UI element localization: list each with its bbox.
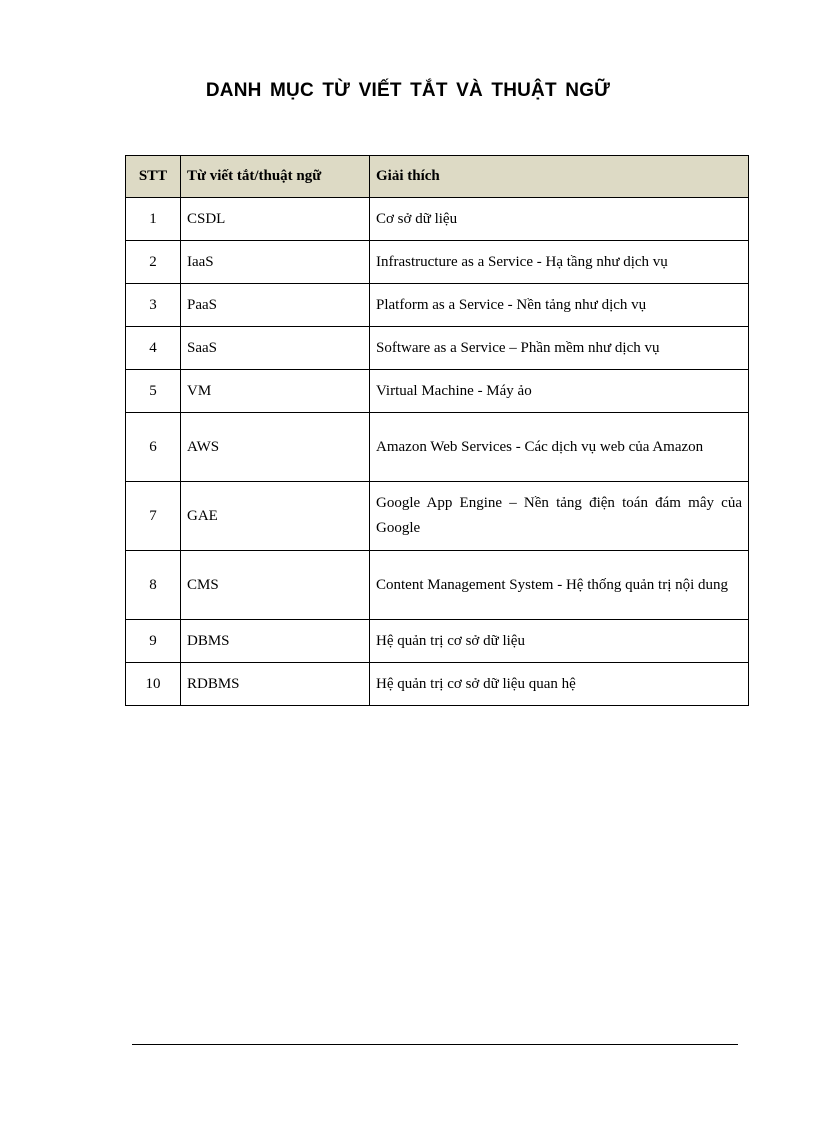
row-description: Hệ quản trị cơ sở dữ liệu [370, 620, 749, 663]
row-term: CSDL [181, 198, 370, 241]
table-row [126, 198, 749, 241]
row-description: Platform as a Service - Nền tảng như dịch vụ [370, 284, 749, 327]
table-row [126, 327, 749, 370]
row-number: 5 [126, 370, 181, 413]
row-term: CMS [181, 551, 370, 620]
row-term: VM [181, 370, 370, 413]
row-number: 2 [126, 241, 181, 284]
row-description: Software as a Service – Phần mềm như dịch vụ [370, 327, 749, 370]
row-number: 4 [126, 327, 181, 370]
table-row [126, 370, 749, 413]
table-row [126, 241, 749, 284]
row-number: 3 [126, 284, 181, 327]
row-term: RDBMS [181, 663, 370, 706]
row-term: PaaS [181, 284, 370, 327]
row-term: AWS [181, 413, 370, 482]
footer-rule [132, 1044, 738, 1045]
table-row [126, 551, 749, 620]
row-term: SaaS [181, 327, 370, 370]
table-row [126, 663, 749, 706]
row-description: Hệ quản trị cơ sở dữ liệu quan hệ [370, 663, 749, 706]
row-number: 9 [126, 620, 181, 663]
row-term: GAE [181, 482, 370, 551]
row-description: Virtual Machine - Máy ảo [370, 370, 749, 413]
row-description: Content Management System - Hệ thống quản trị nội dung [370, 551, 749, 620]
row-number: 10 [126, 663, 181, 706]
table-row [126, 284, 749, 327]
page-title: DANH MỤC TỪ VIẾT TẮT VÀ THUẬT NGỮ [205, 80, 611, 101]
table-header-row [126, 156, 749, 198]
table-row [126, 620, 749, 663]
header-description: Giải thích [370, 156, 749, 198]
row-number: 6 [126, 413, 181, 482]
row-term: DBMS [181, 620, 370, 663]
header-stt: STT [126, 156, 181, 198]
row-description: Cơ sở dữ liệu [370, 198, 749, 241]
row-description: Google App Engine – Nền tảng điện toán đám mây của Google [370, 482, 749, 551]
header-term: Từ viết tắt/thuật ngữ [181, 156, 370, 198]
row-number: 8 [126, 551, 181, 620]
table-row [126, 482, 749, 551]
row-description: Infrastructure as a Service - Hạ tầng như dịch vụ [370, 241, 749, 284]
row-term: IaaS [181, 241, 370, 284]
table-row [126, 413, 749, 482]
glossary-table [125, 155, 749, 706]
row-description: Amazon Web Services - Các dịch vụ web của Amazon [370, 413, 749, 482]
row-number: 7 [126, 482, 181, 551]
row-number: 1 [126, 198, 181, 241]
